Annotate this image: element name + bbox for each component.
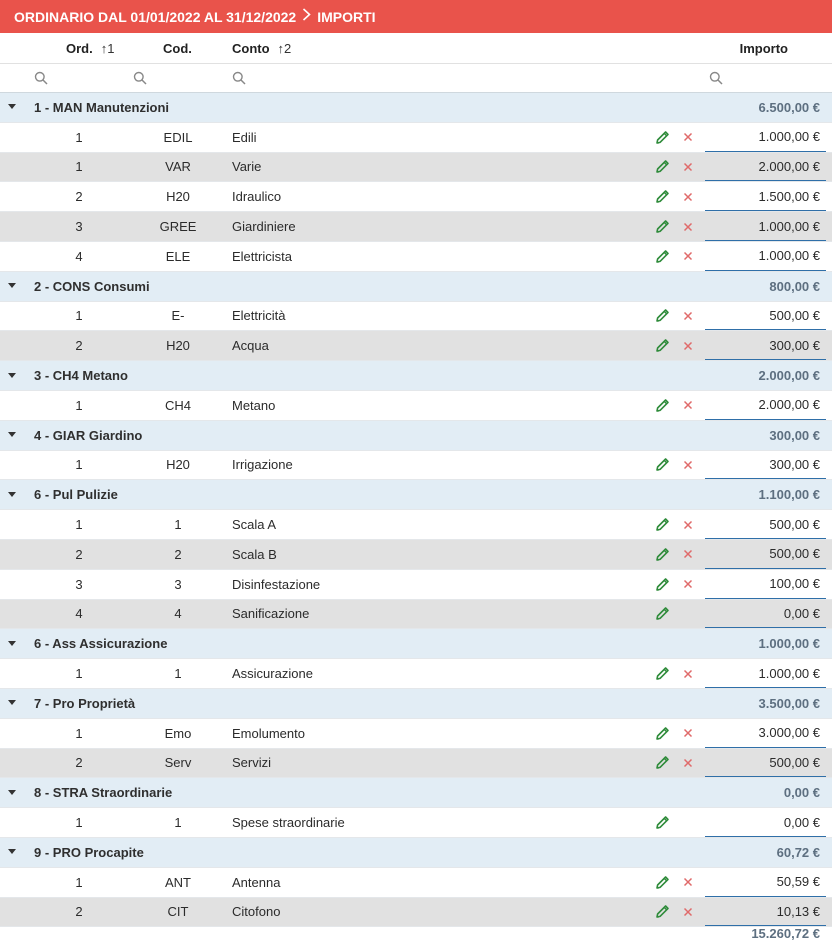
ord-cell: 1 xyxy=(75,874,83,890)
close-icon[interactable] xyxy=(680,749,696,778)
close-icon[interactable] xyxy=(680,153,696,182)
group-total: 6.500,00 € xyxy=(758,99,820,115)
importo-cell[interactable]: 0,00 € xyxy=(705,600,826,629)
pencil-icon[interactable] xyxy=(652,302,672,331)
conto-cell: Scala B xyxy=(232,546,277,562)
table-row[interactable] xyxy=(0,749,832,779)
pencil-icon[interactable] xyxy=(652,153,672,182)
importo-cell[interactable]: 500,00 € xyxy=(705,302,826,331)
cod-cell: 1 xyxy=(174,666,182,682)
table-row[interactable] xyxy=(0,182,832,212)
ord-cell: 1 xyxy=(75,159,83,175)
group-total: 3.500,00 € xyxy=(758,695,820,711)
conto-cell: Emolumento xyxy=(232,725,305,741)
cod-cell: H20 xyxy=(166,338,190,354)
conto-cell: Assicurazione xyxy=(232,666,313,682)
close-icon[interactable] xyxy=(680,331,696,360)
cod-cell: 1 xyxy=(174,517,182,533)
pencil-icon[interactable] xyxy=(652,242,672,271)
table-row[interactable] xyxy=(0,510,832,540)
group-name: 7 - Pro Proprietà xyxy=(34,695,136,711)
cod-cell: Emo xyxy=(164,725,192,741)
cod-cell: VAR xyxy=(165,159,191,175)
group-name: 6 - Pul Pulizie xyxy=(34,487,118,503)
pencil-icon[interactable] xyxy=(652,451,672,480)
table-row[interactable] xyxy=(0,808,832,838)
search-icon[interactable] xyxy=(34,71,48,85)
conto-cell: Disinfestazione xyxy=(232,576,321,592)
column-header-cod[interactable]: Cod. xyxy=(163,41,192,56)
group-name: 3 - CH4 Metano xyxy=(34,368,128,384)
conto-cell: Antenna xyxy=(232,874,281,890)
close-icon[interactable] xyxy=(680,302,696,331)
group-name: 6 - Ass Assicurazione xyxy=(34,636,168,652)
table-row[interactable] xyxy=(0,242,832,272)
group-row[interactable] xyxy=(0,629,832,659)
table-row[interactable] xyxy=(0,600,832,630)
cod-cell: 2 xyxy=(174,546,182,562)
close-icon[interactable] xyxy=(680,510,696,539)
close-icon[interactable] xyxy=(680,540,696,569)
ord-cell: 2 xyxy=(75,904,83,920)
pencil-icon[interactable] xyxy=(652,510,672,539)
cod-cell: ELE xyxy=(165,248,191,264)
caret-down-icon[interactable] xyxy=(7,778,17,807)
group-total: 60,72 € xyxy=(776,844,820,860)
importo-cell[interactable]: 2.000,00 € xyxy=(705,153,826,182)
ord-cell: 1 xyxy=(75,457,83,473)
pencil-icon[interactable] xyxy=(652,868,672,897)
column-header-conto[interactable]: Conto ↑2 xyxy=(232,41,292,56)
importo-cell[interactable]: 1.000,00 € xyxy=(705,242,826,271)
conto-cell: Servizi xyxy=(232,755,272,771)
pencil-icon[interactable] xyxy=(652,331,672,360)
pencil-icon[interactable] xyxy=(652,182,672,211)
pencil-icon[interactable] xyxy=(652,212,672,241)
grouped-table-body xyxy=(0,93,832,927)
group-name: 2 - CONS Consumi xyxy=(34,278,150,294)
close-icon[interactable] xyxy=(680,659,696,688)
conto-cell: Scala A xyxy=(232,517,277,533)
cod-cell: ANT xyxy=(165,874,191,890)
table-row[interactable] xyxy=(0,570,832,600)
table-row[interactable] xyxy=(0,123,832,153)
group-total: 800,00 € xyxy=(769,278,820,294)
importo-cell[interactable]: 2.000,00 € xyxy=(705,391,826,420)
table-row[interactable] xyxy=(0,540,832,570)
table-row[interactable] xyxy=(0,153,832,183)
conto-cell: Sanificazione xyxy=(232,606,310,622)
pencil-icon[interactable] xyxy=(652,898,672,927)
caret-down-icon[interactable] xyxy=(7,272,17,301)
cod-cell: 1 xyxy=(174,815,182,831)
group-name: 1 - MAN Manutenzioni xyxy=(34,99,170,115)
ord-cell: 1 xyxy=(75,129,83,145)
table-row[interactable] xyxy=(0,719,832,749)
pencil-icon[interactable] xyxy=(652,123,672,152)
conto-cell: Spese straordinarie xyxy=(232,815,345,831)
caret-down-icon[interactable] xyxy=(7,421,17,450)
column-header-importo[interactable]: Importo xyxy=(739,41,788,56)
close-icon[interactable] xyxy=(680,182,696,211)
close-icon[interactable] xyxy=(680,898,696,927)
close-icon[interactable] xyxy=(680,719,696,748)
table-row[interactable] xyxy=(0,451,832,481)
caret-down-icon[interactable] xyxy=(7,93,17,122)
close-icon[interactable] xyxy=(680,212,696,241)
importo-cell[interactable]: 50,59 € xyxy=(705,868,826,897)
ord-cell: 1 xyxy=(75,308,83,324)
caret-down-icon[interactable] xyxy=(7,480,17,509)
cod-cell: 4 xyxy=(174,606,182,622)
importo-cell[interactable]: 300,00 € xyxy=(705,451,826,480)
page-subtitle: IMPORTI xyxy=(317,8,376,25)
table-row[interactable] xyxy=(0,898,832,928)
ord-cell: 1 xyxy=(75,815,83,831)
cod-cell: EDIL xyxy=(163,129,193,145)
table-row[interactable] xyxy=(0,868,832,898)
pencil-icon[interactable] xyxy=(652,540,672,569)
importo-cell[interactable]: 10,13 € xyxy=(705,898,826,927)
filter-row xyxy=(0,64,832,93)
pencil-icon[interactable] xyxy=(652,659,672,688)
table-header xyxy=(0,33,832,64)
close-icon[interactable] xyxy=(680,242,696,271)
ord-cell: 4 xyxy=(75,606,83,622)
column-header-ord[interactable]: Ord. ↑1 xyxy=(66,41,115,56)
importo-cell[interactable]: 500,00 € xyxy=(705,749,826,778)
table-row[interactable] xyxy=(0,391,832,421)
search-icon[interactable] xyxy=(232,71,246,85)
cod-cell: H20 xyxy=(166,189,190,205)
group-row[interactable] xyxy=(0,838,832,868)
ord-cell: 1 xyxy=(75,517,83,533)
importo-cell[interactable]: 3.000,00 € xyxy=(705,719,826,748)
table-row[interactable] xyxy=(0,302,832,332)
close-icon[interactable] xyxy=(680,451,696,480)
caret-down-icon[interactable] xyxy=(7,361,17,390)
close-icon[interactable] xyxy=(680,123,696,152)
cod-cell: Serv xyxy=(164,755,192,771)
search-icon[interactable] xyxy=(133,71,147,85)
page-title: ORDINARIO DAL 01/01/2022 AL 31/12/2022 xyxy=(14,8,297,25)
group-row[interactable] xyxy=(0,93,832,123)
close-icon[interactable] xyxy=(680,391,696,420)
conto-cell: Acqua xyxy=(232,338,269,354)
caret-down-icon[interactable] xyxy=(7,838,17,867)
pencil-icon[interactable] xyxy=(652,570,672,599)
ord-cell: 2 xyxy=(75,546,83,562)
conto-cell: Citofono xyxy=(232,904,281,920)
group-name: 4 - GIAR Giardino xyxy=(34,427,143,443)
caret-down-icon[interactable] xyxy=(7,629,17,658)
ord-cell: 2 xyxy=(75,338,83,354)
ord-cell: 1 xyxy=(75,397,83,413)
table-row[interactable] xyxy=(0,331,832,361)
pencil-icon[interactable] xyxy=(652,749,672,778)
importo-cell[interactable]: 1.000,00 € xyxy=(705,659,826,688)
search-icon[interactable] xyxy=(709,71,723,85)
conto-cell: Elettricista xyxy=(232,248,292,264)
conto-cell: Edili xyxy=(232,129,257,145)
conto-cell: Elettricità xyxy=(232,308,286,324)
page-title-bar xyxy=(0,0,832,33)
cod-cell: GREE xyxy=(159,219,197,235)
ord-cell: 2 xyxy=(75,189,83,205)
importo-cell[interactable]: 0,00 € xyxy=(705,808,826,837)
ord-cell: 3 xyxy=(75,576,83,592)
pencil-icon[interactable] xyxy=(652,719,672,748)
group-row[interactable] xyxy=(0,421,832,451)
cod-cell: H20 xyxy=(166,457,190,473)
ord-cell: 4 xyxy=(75,248,83,264)
ord-cell: 3 xyxy=(75,219,83,235)
breadcrumb-separator-icon xyxy=(302,8,311,25)
group-row[interactable] xyxy=(0,689,832,719)
cod-cell: E- xyxy=(171,308,185,324)
conto-cell: Idraulico xyxy=(232,189,282,205)
group-total: 0,00 € xyxy=(783,785,820,801)
importo-cell[interactable]: 100,00 € xyxy=(705,570,826,599)
sort-indicator-ord: ↑1 xyxy=(100,41,115,56)
importo-cell[interactable]: 1.500,00 € xyxy=(705,182,826,211)
table-row[interactable] xyxy=(0,659,832,689)
group-row[interactable] xyxy=(0,778,832,808)
group-name: 8 - STRA Straordinarie xyxy=(34,785,173,801)
grand-total: 15.260,72 € xyxy=(751,925,820,941)
conto-cell: Varie xyxy=(232,159,262,175)
close-icon[interactable] xyxy=(680,570,696,599)
conto-cell: Irrigazione xyxy=(232,457,293,473)
importo-cell[interactable]: 500,00 € xyxy=(705,510,826,539)
group-total: 300,00 € xyxy=(769,427,820,443)
cod-cell: 3 xyxy=(174,576,182,592)
group-row[interactable] xyxy=(0,480,832,510)
group-name: 9 - PRO Procapite xyxy=(34,844,144,860)
pencil-icon[interactable] xyxy=(652,391,672,420)
importo-cell[interactable]: 1.000,00 € xyxy=(705,123,826,152)
sort-indicator-conto: ↑2 xyxy=(277,41,292,56)
importo-cell[interactable]: 300,00 € xyxy=(705,331,826,360)
caret-down-icon[interactable] xyxy=(7,689,17,718)
importo-cell[interactable]: 500,00 € xyxy=(705,540,826,569)
cod-cell: CH4 xyxy=(164,397,191,413)
pencil-icon[interactable] xyxy=(652,600,672,629)
conto-cell: Metano xyxy=(232,397,276,413)
pencil-icon[interactable] xyxy=(652,808,672,837)
cod-cell: CIT xyxy=(167,904,189,920)
conto-cell: Giardiniere xyxy=(232,219,296,235)
group-row[interactable] xyxy=(0,361,832,391)
group-total: 1.000,00 € xyxy=(758,636,820,652)
group-total: 2.000,00 € xyxy=(758,368,820,384)
importo-cell[interactable]: 1.000,00 € xyxy=(705,212,826,241)
ord-cell: 1 xyxy=(75,666,83,682)
group-total: 1.100,00 € xyxy=(758,487,820,503)
close-icon[interactable] xyxy=(680,868,696,897)
ord-cell: 2 xyxy=(75,755,83,771)
group-row[interactable] xyxy=(0,272,832,302)
ord-cell: 1 xyxy=(75,725,83,741)
table-row[interactable] xyxy=(0,212,832,242)
